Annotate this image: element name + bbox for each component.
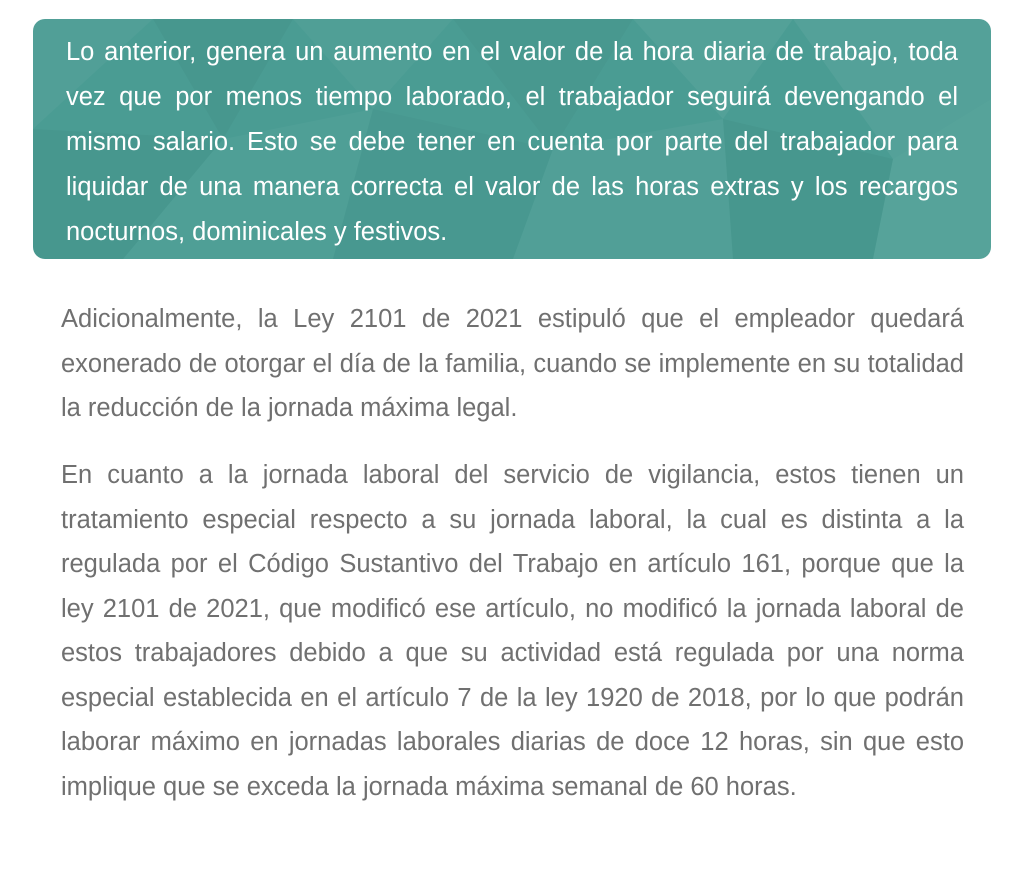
paragraph-family-day: Adicionalmente, la Ley 2101 de 2021 estipuló que el empleador quedará exonerado de otorgar el día de la familia, cuando se implemente en su totalidad la reducción de la jornada máxima legal. [61, 305, 964, 422]
highlight-callout [33, 19, 991, 259]
paragraph-security-workday: En cuanto a la jornada laboral del servicio de vigilancia, estos tienen un tratamiento especial respecto a su jornada laboral, la cual es distinta a la regulada por el Código Sustantivo del Trabajo en artículo 161, porque que la ley 2101 de 2021, que modificó ese artículo, no modificó la jornada laboral de estos trabajadores debido a que su actividad está regulada por una norma especial establecida en el artículo 7 de la ley 1920 de 2018, por lo que podrán laborar máximo en jornadas laborales diarias de doce 12 horas, sin que esto implique que se exceda la jornada máxima semanal de 60 horas. [61, 461, 964, 801]
callout-text: Lo anterior, genera un aumento en el valor de la hora diaria de trabajo, toda vez que por menos tiempo laborado, el trabajador seguirá devengando el mismo salario. Esto se debe tener en cuenta por parte del trabajador para liquidar de una manera correcta el valor de las horas extras y los recargos nocturnos, dominicales y festivos. [66, 38, 958, 246]
